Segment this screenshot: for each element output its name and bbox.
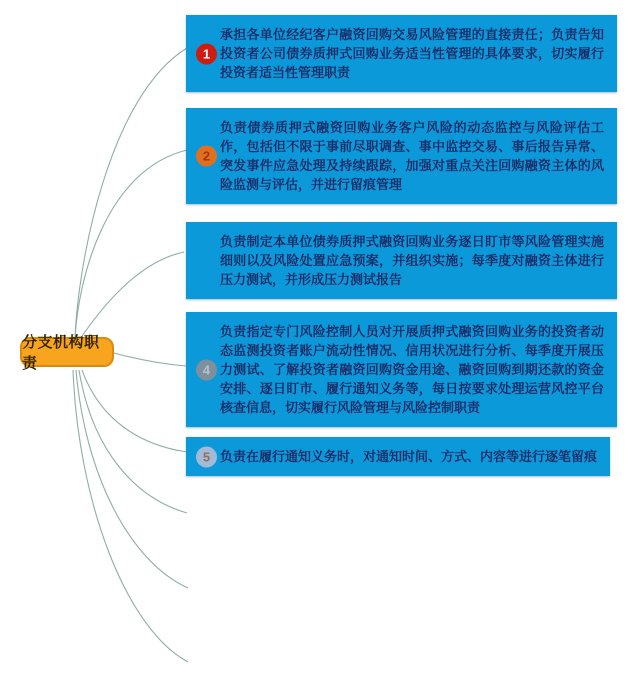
branch-node-2[interactable] xyxy=(186,108,617,204)
connector-line xyxy=(82,370,187,452)
connector-line xyxy=(75,150,187,339)
root-node-label: 分支机构职责 xyxy=(22,334,100,372)
branch-node-text: 负责债券质押式融资回购业务客户风险的动态监控与风险评估工作，包括但不限于事前尽职调查、事中监控交易、事后报告异常、突发事件应急处理及持续跟踪，加强对重点关注回购融资主体的风险监测与评估，并进行留痕管理 xyxy=(220,120,604,192)
connector-line xyxy=(80,252,184,339)
connector-line xyxy=(75,48,187,339)
root-node[interactable] xyxy=(20,334,114,372)
branch-node-3[interactable] xyxy=(186,222,617,299)
branch-number-badge: 5 xyxy=(196,446,217,467)
branch-node-text: 承担各单位经纪客户融资回购交易风险管理的直接责任；负责告知投资者公司债券质押式回购业务适当性管理的具体要求，切实履行投资者适当性管理职责 xyxy=(220,27,604,80)
branch-number-badge: 2 xyxy=(196,146,217,167)
branch-number-badge: 1 xyxy=(196,43,217,64)
branch-node-text: 负责在履行通知义务时，对通知时间、方式、内容等进行逐笔留痕 xyxy=(220,449,598,464)
branch-number-badge: 4 xyxy=(196,359,217,380)
branch-node-4[interactable] xyxy=(186,312,617,427)
branch-node-text: 负责指定专门风险控制人员对开展质押式融资回购业务的投资者动态监测投资者账户流动性情况、信用状况进行分析、每季度开展压力测试、了解投资者融资回购资金用途、融资回购到期还款的资金安排、逐日盯市、履行通知义务等，每日按要求处理运营风控平台核查信息，切实履行风险管理与风险控制职责 xyxy=(220,324,604,415)
branch-node-text: 负责制定本单位债券质押式融资回购业务逐日盯市等风险管理实施细则以及风险处置应急预案，并组织实施；每季度对融资主体进行压力测试，并形成压力测试报告 xyxy=(220,234,604,287)
connector-line xyxy=(79,370,187,513)
branch-node-1[interactable] xyxy=(186,15,617,92)
connector-line xyxy=(73,370,188,662)
connector-line xyxy=(76,370,188,588)
connector-line xyxy=(114,353,186,366)
branch-node-5[interactable] xyxy=(186,437,610,476)
